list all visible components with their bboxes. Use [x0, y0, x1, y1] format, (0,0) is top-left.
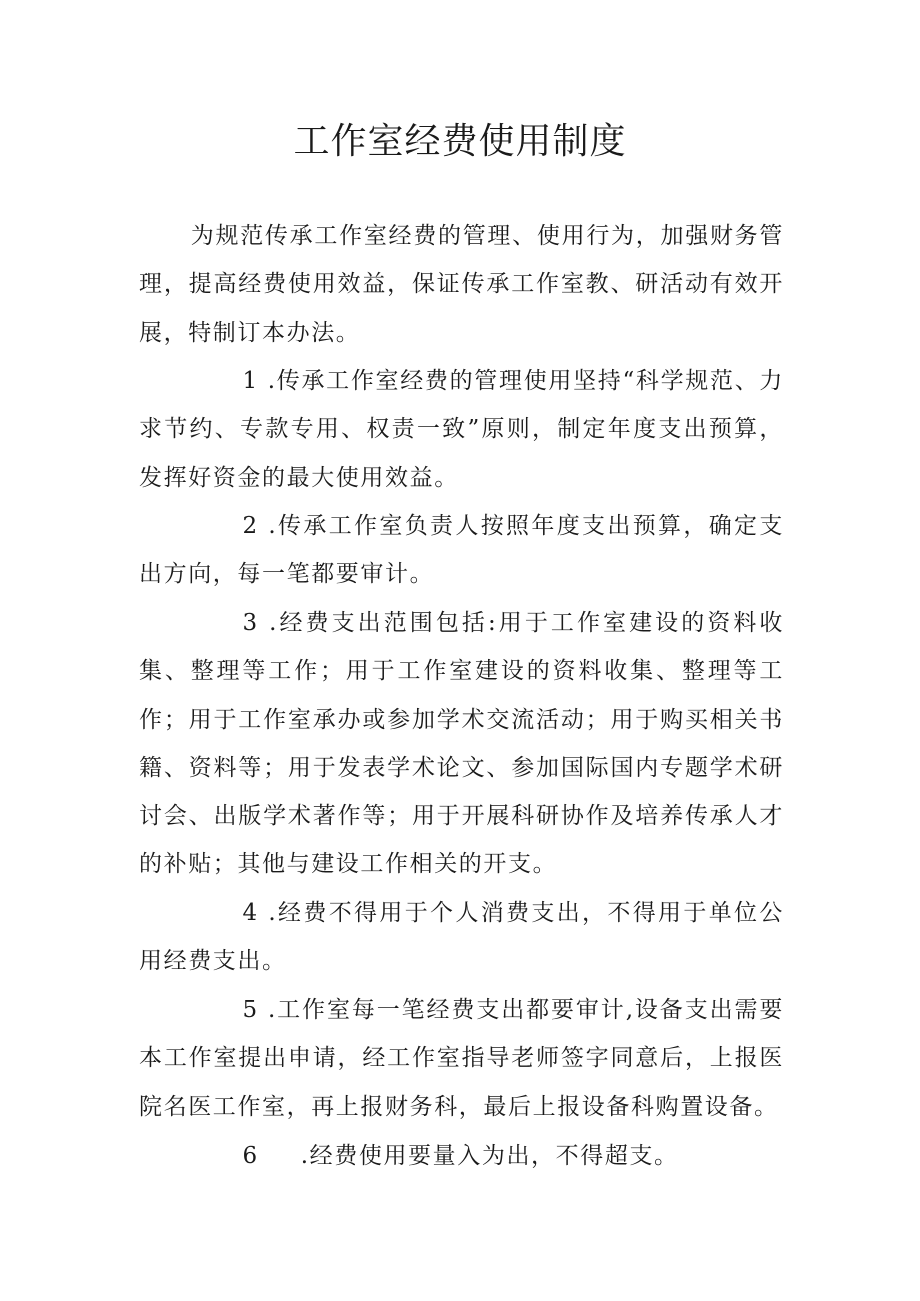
clause-6 — [139, 1132, 784, 1180]
clause-6-number: 6 — [242, 1143, 259, 1169]
clause-1-text: .传承工作室经费的管理使用坚持“科学规范、力求节约、专款专用、权责一致”原则，制定年度支出预算，发挥好资金的最大使用效益。 — [139, 368, 784, 491]
clause-1-number: 1 — [242, 368, 259, 394]
clause-5 — [139, 986, 784, 1131]
clause-5-number: 5 — [242, 997, 259, 1023]
document-title: 工作室经费使用制度 — [293, 121, 627, 162]
clause-2-text: .传承工作室负责人按照年度支出预算，确定支出方向，每一笔都要审计。 — [139, 513, 784, 588]
clause-6-text: .经费使用要量入为出，不得超支。 — [300, 1143, 679, 1169]
clause-2 — [139, 502, 784, 599]
clause-3 — [139, 599, 784, 889]
clause-4-text: .经费不得用于个人消费支出，不得用于单位公用经费支出。 — [139, 900, 784, 975]
intro-paragraph: 为规范传承工作室经费的管理、使用行为，加强财务管理，提高经费使用效益，保证传承工作室教、研活动有效开展，特制订本办法。 — [139, 223, 784, 346]
clause-4 — [139, 889, 784, 986]
clause-5-text: .工作室每一笔经费支出都要审计,设备支出需要本工作室提出申请，经工作室指导老师签字同意后，上报医院名医工作室，再上报财务科，最后上报设备科购置设备。 — [139, 997, 784, 1120]
clause-2-number: 2 — [242, 513, 259, 539]
clause-3-text: .经费支出范围包括:用于工作室建设的资料收集、整理等工作；用于工作室建设的资料收集、整理等工作；用于工作室承办或参加学术交流活动；用于购买相关书籍、资料等；用于发表学术论文、参加国际国内专题学术研讨会、出版学术著作等；用于开展科研协作及培养传承人才的补贴；其他与建设工作相关的开支。 — [139, 610, 784, 878]
clause-1 — [139, 357, 784, 502]
clause-4-number: 4 — [242, 900, 259, 926]
clause-3-number: 3 — [242, 610, 259, 636]
